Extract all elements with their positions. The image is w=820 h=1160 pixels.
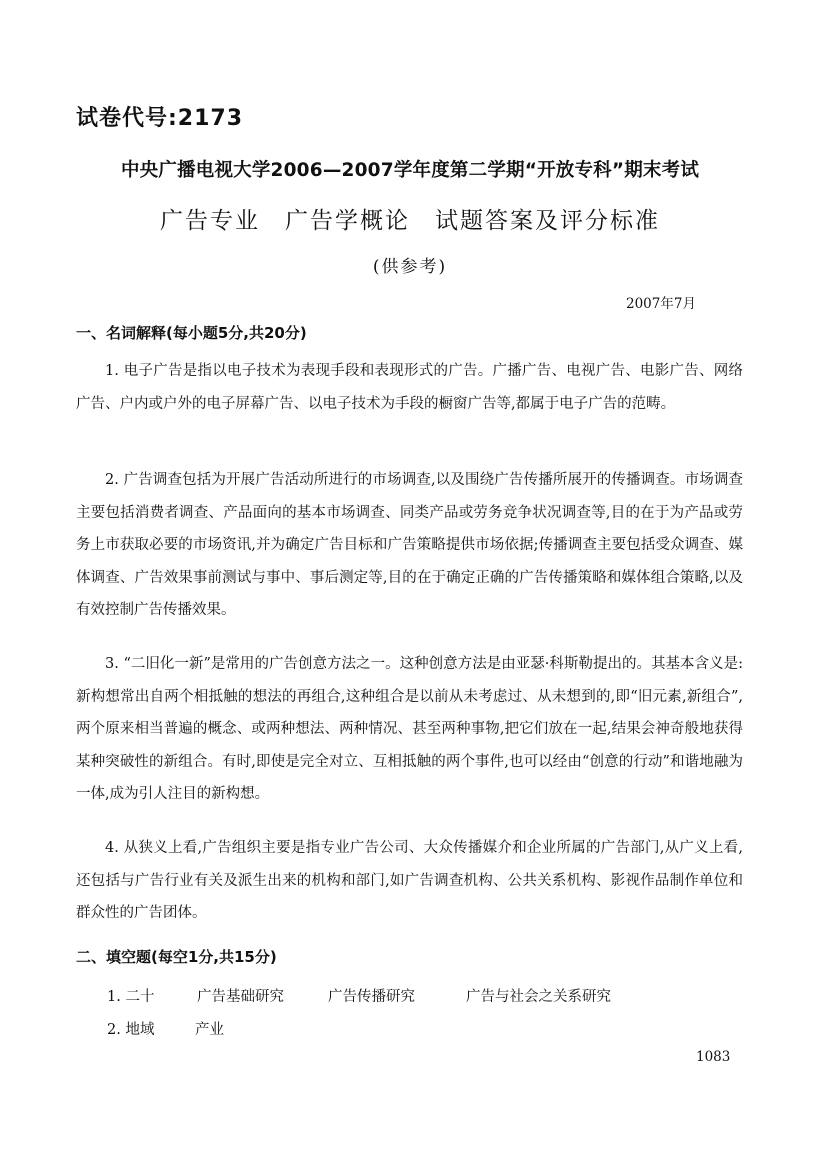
fill-answer-item: 1. 二十 <box>107 989 155 1005</box>
page-number: 1083 <box>696 1049 731 1065</box>
definition-answer-1: 1. 电子广告是指以电子技术为表现手段和表现形式的广告。广播广告、电视广告、电影广告、网络广告、户内或户外的电子屏幕广告、以电子技术为手段的橱窗广告等,都属于电子广告的范畴。 <box>76 363 743 412</box>
reference-note: (供参考) <box>372 257 448 277</box>
fill-answer-item: 广告基础研究 <box>197 989 284 1005</box>
fill-answer-item: 2. 地域 <box>107 1022 155 1038</box>
exam-code: 试卷代号:2173 <box>76 106 244 131</box>
fill-answer-item: 产业 <box>195 1022 224 1038</box>
exam-date: 2007年7月 <box>626 296 696 312</box>
fill-answer-item: 广告传播研究 <box>328 989 415 1005</box>
exam-title: 中央广播电视大学2006—2007学年度第二学期“开放专科”期末考试 <box>120 160 700 181</box>
section-heading-definitions: 一、名词解释(每小题5分,共20分) <box>76 324 307 342</box>
definition-answer-2: 2. 广告调查包括为开展广告活动所进行的市场调查,以及围绕广告传播所展开的传播调查。市场调查主要包括消费者调查、产品面向的基本市场调查、同类产品或劳务竞争状况调查等,目的在于为产品或劳务上市获取必要的市场资讯,并为确定广告目标和广告策略提供市场依据;传播调查主要包括受众调查、媒体调查、广告效果事前测试与事中、事后测定等,目的在于确定正确的广告传播策略和媒体组合策略,以及有效控制广告传播效果。 <box>76 472 743 618</box>
section-heading-fill-in: 二、填空题(每空1分,共15分) <box>76 948 277 966</box>
exam-subtitle: 广告专业 广告学概论 试题答案及评分标准 <box>160 208 660 234</box>
definition-answer-3: 3. “二旧化一新”是常用的广告创意方法之一。这种创意方法是由亚瑟·科斯勒提出的。其基本含义是:新构想常出自两个相抵触的想法的再组合,这种组合是以前从未考虑过、从未想到的,即“旧元素,新组合”,两个原来相当普遍的概念、或两种想法、两种情况、甚至两种事物,把它们放在一起,结果会神奇般地获得某种突破性的新组合。有时,即使是完全对立、互相抵触的两个事件,也可以经由“创意的行动”和谐地融为一体,成为引人注目的新构想。 <box>76 656 743 802</box>
fill-answer-item: 广告与社会之关系研究 <box>466 989 611 1005</box>
definition-answer-4: 4. 从狭义上看,广告组织主要是指专业广告公司、大众传播媒介和企业所属的广告部门,从广义上看,还包括与广告行业有关及派生出来的机构和部门,如广告调查机构、公共关系机构、影视作品制作单位和群众性的广告团体。 <box>76 840 743 921</box>
